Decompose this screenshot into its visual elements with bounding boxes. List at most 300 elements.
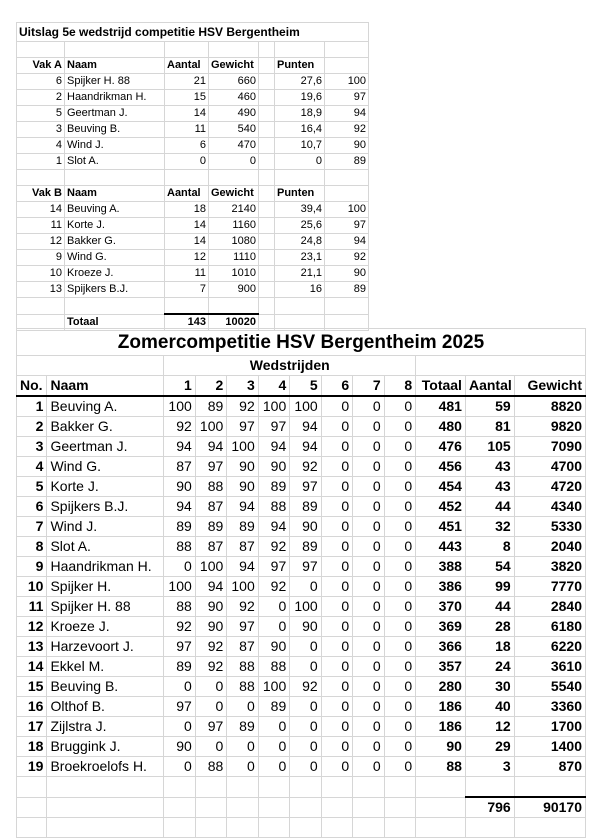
round-score: 0 bbox=[353, 757, 384, 777]
empty-cell bbox=[384, 818, 415, 838]
round-score: 0 bbox=[321, 697, 352, 717]
total-weight: 6180 bbox=[514, 617, 585, 637]
empty-cell bbox=[47, 777, 164, 798]
total-weight: 1400 bbox=[514, 737, 585, 757]
catch-weight: 540 bbox=[209, 122, 259, 138]
score-value: 92 bbox=[325, 250, 369, 266]
round-score: 87 bbox=[164, 457, 195, 477]
round-header: 3 bbox=[227, 376, 258, 397]
empty-cell bbox=[325, 42, 369, 58]
no-header: No. bbox=[17, 376, 47, 397]
standing-row bbox=[17, 437, 586, 457]
round-score: 100 bbox=[258, 396, 289, 417]
round-score: 100 bbox=[195, 557, 226, 577]
empty-cell bbox=[164, 777, 195, 798]
place-number: 11 bbox=[17, 218, 65, 234]
round-score: 89 bbox=[290, 497, 321, 517]
result-row bbox=[17, 74, 369, 90]
round-score: 0 bbox=[384, 537, 415, 557]
empty-cell bbox=[164, 818, 195, 838]
empty-cell bbox=[17, 42, 65, 58]
blank-row bbox=[17, 42, 369, 58]
round-score: 0 bbox=[290, 737, 321, 757]
standing-row bbox=[17, 637, 586, 657]
score-value: 100 bbox=[325, 74, 369, 90]
rank-number: 6 bbox=[17, 497, 47, 517]
round-score: 89 bbox=[164, 517, 195, 537]
total-weight: 7770 bbox=[514, 577, 585, 597]
main-title-row bbox=[17, 329, 586, 356]
empty-cell bbox=[209, 42, 259, 58]
angler-name: Wind J. bbox=[47, 517, 164, 537]
round-score: 0 bbox=[321, 617, 352, 637]
place-number: 2 bbox=[17, 90, 65, 106]
rank-number: 14 bbox=[17, 657, 47, 677]
round-score: 0 bbox=[353, 637, 384, 657]
empty-cell bbox=[65, 170, 165, 186]
gewicht-header: Gewicht bbox=[209, 58, 259, 74]
standing-row bbox=[17, 617, 586, 637]
standing-row bbox=[17, 457, 586, 477]
round-score: 0 bbox=[258, 737, 289, 757]
empty-cell bbox=[259, 74, 275, 90]
catch-count: 18 bbox=[165, 202, 209, 218]
aantal-header: Aantal bbox=[465, 376, 514, 397]
score-value: 89 bbox=[325, 154, 369, 170]
round-score: 0 bbox=[353, 677, 384, 697]
empty-cell bbox=[227, 797, 258, 818]
round-header: 1 bbox=[164, 376, 195, 397]
empty-cell bbox=[384, 797, 415, 818]
result-row bbox=[17, 202, 369, 218]
angler-name: Olthof B. bbox=[47, 697, 164, 717]
round-score: 94 bbox=[195, 437, 226, 457]
round-score: 0 bbox=[227, 737, 258, 757]
round-score: 0 bbox=[384, 417, 415, 437]
rank-number: 16 bbox=[17, 697, 47, 717]
round-score: 0 bbox=[384, 457, 415, 477]
grand-total-aantal: 796 bbox=[465, 797, 514, 818]
punten-header: Punten bbox=[275, 186, 325, 202]
score-value: 90 bbox=[325, 266, 369, 282]
round-score: 94 bbox=[227, 557, 258, 577]
score-value: 89 bbox=[325, 282, 369, 298]
round-score: 88 bbox=[258, 657, 289, 677]
total-points: 454 bbox=[416, 477, 466, 497]
standing-row bbox=[17, 477, 586, 497]
round-score: 92 bbox=[227, 597, 258, 617]
grand-total-row bbox=[17, 797, 586, 818]
wedstrijd-result-sheet bbox=[16, 22, 369, 331]
round-score: 0 bbox=[290, 657, 321, 677]
round-score: 0 bbox=[353, 477, 384, 497]
score-value: 92 bbox=[325, 122, 369, 138]
rank-number: 17 bbox=[17, 717, 47, 737]
total-weight: 9820 bbox=[514, 417, 585, 437]
total-count: 99 bbox=[465, 577, 514, 597]
catch-count: 12 bbox=[165, 250, 209, 266]
angler-name: Spijker H. 88 bbox=[65, 74, 165, 90]
place-number: 13 bbox=[17, 282, 65, 298]
round-score: 0 bbox=[321, 396, 352, 417]
round-score: 0 bbox=[321, 557, 352, 577]
score-value: 94 bbox=[325, 234, 369, 250]
total-count: 44 bbox=[465, 597, 514, 617]
rank-number: 7 bbox=[17, 517, 47, 537]
rank-number: 13 bbox=[17, 637, 47, 657]
result-row bbox=[17, 218, 369, 234]
round-score: 90 bbox=[258, 457, 289, 477]
empty-cell bbox=[259, 186, 275, 202]
round-score: 97 bbox=[227, 617, 258, 637]
sheet-title-row bbox=[17, 23, 369, 42]
round-score: 94 bbox=[258, 437, 289, 457]
punten-value: 16,4 bbox=[275, 122, 325, 138]
punten-value: 18,9 bbox=[275, 106, 325, 122]
total-points: 443 bbox=[416, 537, 466, 557]
empty-cell bbox=[384, 777, 415, 798]
round-score: 92 bbox=[258, 537, 289, 557]
round-score: 0 bbox=[164, 677, 195, 697]
empty-cell bbox=[290, 777, 321, 798]
rank-number: 15 bbox=[17, 677, 47, 697]
empty-cell bbox=[416, 818, 466, 838]
round-score: 0 bbox=[321, 597, 352, 617]
round-score: 0 bbox=[164, 717, 195, 737]
empty-cell bbox=[195, 797, 226, 818]
catch-weight: 1010 bbox=[209, 266, 259, 282]
empty-cell bbox=[416, 777, 466, 798]
total-weight: 6220 bbox=[514, 637, 585, 657]
empty-cell bbox=[259, 58, 275, 74]
place-number: 3 bbox=[17, 122, 65, 138]
main-title: Zomercompetitie HSV Bergentheim 2025 bbox=[17, 329, 586, 356]
round-score: 0 bbox=[384, 396, 415, 417]
round-score: 0 bbox=[353, 577, 384, 597]
total-weight: 4700 bbox=[514, 457, 585, 477]
round-score: 97 bbox=[290, 477, 321, 497]
round-score: 94 bbox=[195, 577, 226, 597]
round-score: 88 bbox=[258, 497, 289, 517]
total-weight: 2840 bbox=[514, 597, 585, 617]
catch-count: 6 bbox=[165, 138, 209, 154]
empty-cell bbox=[17, 797, 47, 818]
empty-cell bbox=[209, 170, 259, 186]
round-score: 87 bbox=[227, 537, 258, 557]
angler-name: Beuving A. bbox=[47, 396, 164, 417]
angler-name: Bakker G. bbox=[47, 417, 164, 437]
catch-count: 14 bbox=[165, 234, 209, 250]
catch-count: 0 bbox=[165, 154, 209, 170]
round-header: 4 bbox=[258, 376, 289, 397]
angler-name: Korte J. bbox=[65, 218, 165, 234]
naam-header: Naam bbox=[65, 58, 165, 74]
round-score: 100 bbox=[164, 396, 195, 417]
round-score: 0 bbox=[353, 697, 384, 717]
round-score: 97 bbox=[290, 557, 321, 577]
round-score: 92 bbox=[164, 617, 195, 637]
total-count: 28 bbox=[465, 617, 514, 637]
sheet-title: Uitslag 5e wedstrijd competitie HSV Bergentheim bbox=[17, 23, 369, 42]
round-score: 0 bbox=[227, 757, 258, 777]
total-count: 81 bbox=[465, 417, 514, 437]
total-count: 43 bbox=[465, 477, 514, 497]
round-score: 0 bbox=[353, 417, 384, 437]
standing-row bbox=[17, 497, 586, 517]
round-score: 0 bbox=[353, 597, 384, 617]
empty-cell bbox=[259, 298, 275, 315]
total-weight: 1700 bbox=[514, 717, 585, 737]
total-count: 40 bbox=[465, 697, 514, 717]
round-score: 90 bbox=[195, 617, 226, 637]
round-score: 0 bbox=[353, 657, 384, 677]
result-row bbox=[17, 90, 369, 106]
total-points: 370 bbox=[416, 597, 466, 617]
total-weight: 5540 bbox=[514, 677, 585, 697]
empty-cell bbox=[165, 170, 209, 186]
round-score: 94 bbox=[290, 437, 321, 457]
empty-cell bbox=[416, 797, 466, 818]
rank-number: 12 bbox=[17, 617, 47, 637]
catch-weight: 1160 bbox=[209, 218, 259, 234]
place-number: 4 bbox=[17, 138, 65, 154]
round-score: 0 bbox=[321, 457, 352, 477]
round-score: 88 bbox=[164, 537, 195, 557]
angler-name: Wind G. bbox=[47, 457, 164, 477]
place-number: 10 bbox=[17, 266, 65, 282]
blank-row bbox=[17, 818, 586, 838]
punten-value: 19,6 bbox=[275, 90, 325, 106]
round-score: 0 bbox=[384, 617, 415, 637]
empty-cell bbox=[290, 818, 321, 838]
empty-cell bbox=[325, 298, 369, 315]
totaal-gewicht: 10020 bbox=[209, 314, 259, 331]
total-count: 18 bbox=[465, 637, 514, 657]
angler-name: Zijlstra J. bbox=[47, 717, 164, 737]
empty-cell bbox=[259, 170, 275, 186]
round-score: 94 bbox=[258, 517, 289, 537]
competition-standings-sheet bbox=[16, 328, 586, 838]
empty-cell bbox=[65, 42, 165, 58]
round-score: 0 bbox=[321, 477, 352, 497]
total-points: 186 bbox=[416, 717, 466, 737]
place-number: 6 bbox=[17, 74, 65, 90]
subtitle-row bbox=[17, 356, 586, 376]
empty-cell bbox=[47, 818, 164, 838]
round-score: 0 bbox=[195, 697, 226, 717]
round-score: 92 bbox=[164, 417, 195, 437]
round-score: 87 bbox=[227, 637, 258, 657]
catch-weight: 0 bbox=[209, 154, 259, 170]
empty-cell bbox=[321, 818, 352, 838]
catch-count: 14 bbox=[165, 106, 209, 122]
total-points: 366 bbox=[416, 637, 466, 657]
round-header: 5 bbox=[290, 376, 321, 397]
total-points: 451 bbox=[416, 517, 466, 537]
punten-header: Punten bbox=[275, 58, 325, 74]
standing-row bbox=[17, 657, 586, 677]
round-score: 0 bbox=[384, 737, 415, 757]
standing-row bbox=[17, 577, 586, 597]
round-header: 7 bbox=[353, 376, 384, 397]
empty-cell bbox=[259, 266, 275, 282]
round-score: 0 bbox=[321, 657, 352, 677]
catch-count: 15 bbox=[165, 90, 209, 106]
round-score: 0 bbox=[353, 396, 384, 417]
angler-name: Geertman J. bbox=[65, 106, 165, 122]
angler-name: Broekroelofs H. bbox=[47, 757, 164, 777]
score-value: 90 bbox=[325, 138, 369, 154]
standing-row bbox=[17, 697, 586, 717]
place-number: 12 bbox=[17, 234, 65, 250]
round-score: 100 bbox=[227, 577, 258, 597]
result-row bbox=[17, 106, 369, 122]
empty-cell bbox=[259, 202, 275, 218]
standing-row bbox=[17, 737, 586, 757]
punten-value: 39,4 bbox=[275, 202, 325, 218]
total-weight: 870 bbox=[514, 757, 585, 777]
catch-weight: 660 bbox=[209, 74, 259, 90]
score-value: 97 bbox=[325, 218, 369, 234]
total-count: 24 bbox=[465, 657, 514, 677]
round-score: 0 bbox=[164, 557, 195, 577]
rank-number: 10 bbox=[17, 577, 47, 597]
empty-cell bbox=[227, 818, 258, 838]
wedstrijden-header: Wedstrijden bbox=[164, 356, 416, 376]
total-count: 29 bbox=[465, 737, 514, 757]
vak-label: Vak A bbox=[17, 58, 65, 74]
round-score: 0 bbox=[258, 757, 289, 777]
punten-value: 21,1 bbox=[275, 266, 325, 282]
angler-name: Spijkers B.J. bbox=[65, 282, 165, 298]
angler-name: Beuving B. bbox=[65, 122, 165, 138]
empty-cell bbox=[290, 797, 321, 818]
round-score: 92 bbox=[290, 677, 321, 697]
punten-value: 0 bbox=[275, 154, 325, 170]
standing-row bbox=[17, 417, 586, 437]
blank-row bbox=[17, 777, 586, 798]
round-score: 97 bbox=[227, 417, 258, 437]
total-weight: 8820 bbox=[514, 396, 585, 417]
empty-cell bbox=[275, 298, 325, 315]
total-count: 44 bbox=[465, 497, 514, 517]
round-score: 92 bbox=[227, 396, 258, 417]
round-score: 0 bbox=[384, 517, 415, 537]
standing-row bbox=[17, 597, 586, 617]
standing-row bbox=[17, 717, 586, 737]
round-score: 88 bbox=[195, 757, 226, 777]
round-score: 0 bbox=[353, 497, 384, 517]
round-score: 89 bbox=[227, 717, 258, 737]
round-score: 0 bbox=[321, 437, 352, 457]
total-count: 105 bbox=[465, 437, 514, 457]
rank-number: 9 bbox=[17, 557, 47, 577]
round-score: 90 bbox=[290, 517, 321, 537]
round-score: 90 bbox=[164, 737, 195, 757]
total-points: 386 bbox=[416, 577, 466, 597]
empty-cell bbox=[465, 818, 514, 838]
round-score: 97 bbox=[258, 557, 289, 577]
total-weight: 3610 bbox=[514, 657, 585, 677]
punten-value: 25,6 bbox=[275, 218, 325, 234]
round-score: 0 bbox=[258, 617, 289, 637]
round-score: 0 bbox=[353, 457, 384, 477]
rank-number: 5 bbox=[17, 477, 47, 497]
standing-row bbox=[17, 537, 586, 557]
empty-cell bbox=[325, 186, 369, 202]
blank-row bbox=[17, 298, 369, 315]
empty-cell bbox=[165, 298, 209, 315]
angler-name: Korte J. bbox=[47, 477, 164, 497]
empty-cell bbox=[321, 777, 352, 798]
total-points: 476 bbox=[416, 437, 466, 457]
punten-value: 27,6 bbox=[275, 74, 325, 90]
round-score: 0 bbox=[353, 537, 384, 557]
round-score: 92 bbox=[195, 657, 226, 677]
round-score: 0 bbox=[290, 697, 321, 717]
empty-cell bbox=[17, 777, 47, 798]
score-value: 94 bbox=[325, 106, 369, 122]
empty-cell bbox=[209, 298, 259, 315]
rank-number: 4 bbox=[17, 457, 47, 477]
total-count: 30 bbox=[465, 677, 514, 697]
round-score: 0 bbox=[321, 577, 352, 597]
catch-count: 7 bbox=[165, 282, 209, 298]
total-count: 54 bbox=[465, 557, 514, 577]
rank-number: 19 bbox=[17, 757, 47, 777]
empty-cell bbox=[275, 42, 325, 58]
result-row bbox=[17, 282, 369, 298]
empty-cell bbox=[259, 42, 275, 58]
angler-name: Spijker H. 88 bbox=[47, 597, 164, 617]
round-score: 88 bbox=[227, 657, 258, 677]
empty-cell bbox=[321, 797, 352, 818]
grand-total-gewicht: 90170 bbox=[514, 797, 585, 818]
catch-weight: 1080 bbox=[209, 234, 259, 250]
place-number: 9 bbox=[17, 250, 65, 266]
angler-name: Haandrikman H. bbox=[65, 90, 165, 106]
round-score: 0 bbox=[353, 557, 384, 577]
angler-name: Bruggink J. bbox=[47, 737, 164, 757]
round-score: 0 bbox=[384, 677, 415, 697]
total-points: 452 bbox=[416, 497, 466, 517]
round-score: 0 bbox=[321, 717, 352, 737]
blank-row bbox=[17, 170, 369, 186]
angler-name: Haandrikman H. bbox=[47, 557, 164, 577]
total-points: 280 bbox=[416, 677, 466, 697]
round-score: 90 bbox=[195, 597, 226, 617]
rank-number: 1 bbox=[17, 396, 47, 417]
empty-cell bbox=[353, 818, 384, 838]
round-score: 92 bbox=[195, 637, 226, 657]
round-score: 90 bbox=[227, 457, 258, 477]
catch-weight: 900 bbox=[209, 282, 259, 298]
empty-cell bbox=[275, 170, 325, 186]
totaal-label: Totaal bbox=[65, 314, 165, 331]
round-score: 0 bbox=[290, 757, 321, 777]
catch-weight: 470 bbox=[209, 138, 259, 154]
angler-name: Spijkers B.J. bbox=[47, 497, 164, 517]
round-score: 0 bbox=[384, 597, 415, 617]
empty-cell bbox=[259, 250, 275, 266]
round-score: 0 bbox=[353, 717, 384, 737]
standing-row bbox=[17, 757, 586, 777]
column-header-row bbox=[17, 376, 586, 397]
empty-cell bbox=[258, 797, 289, 818]
round-score: 89 bbox=[258, 477, 289, 497]
punten-value: 10,7 bbox=[275, 138, 325, 154]
round-score: 0 bbox=[384, 757, 415, 777]
